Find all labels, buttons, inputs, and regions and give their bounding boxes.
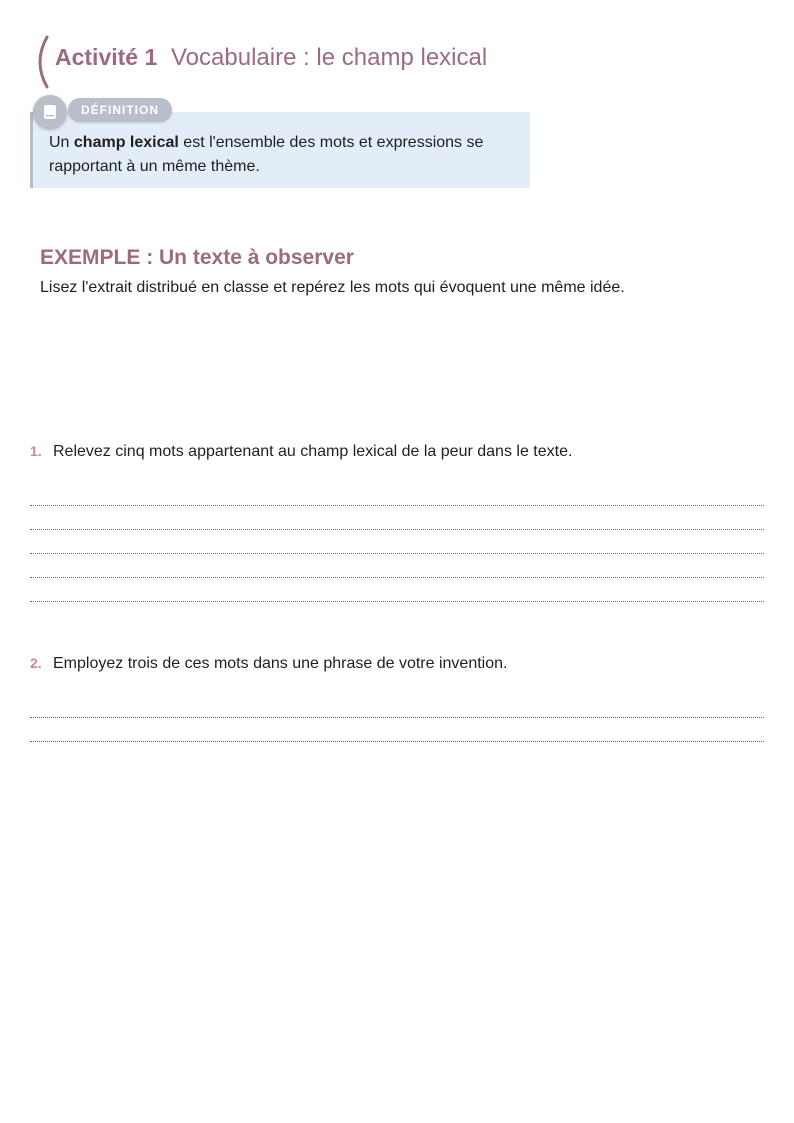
activity-number: Activité 1 [55, 44, 158, 70]
answer-line[interactable] [30, 577, 764, 578]
example-instruction: Lisez l'extrait distribué en classe et repérez les mots qui évoquent une même idée. [40, 279, 625, 296]
example-title: EXEMPLE : Un texte à observer [40, 246, 354, 269]
question-number: 2. [30, 655, 42, 671]
answer-line[interactable] [30, 601, 764, 602]
question-text: Employez trois de ces mots dans une phrase de votre invention. [53, 655, 508, 672]
question-text: Relevez cinq mots appartenant au champ lexical de la peur dans le texte. [53, 443, 573, 460]
parenthesis-decoration [30, 34, 52, 90]
activity-title: Vocabulaire : le champ lexical [171, 44, 488, 71]
answer-line[interactable] [30, 717, 764, 718]
question-number: 1. [30, 443, 42, 459]
definition-badge: DÉFINITION [68, 98, 172, 122]
answer-line[interactable] [30, 505, 764, 506]
definition-text: Un champ lexical est l'ensemble des mots et expressions se rapportant à un même thème. [49, 134, 484, 175]
answer-line[interactable] [30, 553, 764, 554]
definition-term: champ lexical [73, 134, 179, 151]
answer-line[interactable] [30, 741, 764, 742]
answer-line[interactable] [30, 529, 764, 530]
book-icon [33, 95, 67, 129]
